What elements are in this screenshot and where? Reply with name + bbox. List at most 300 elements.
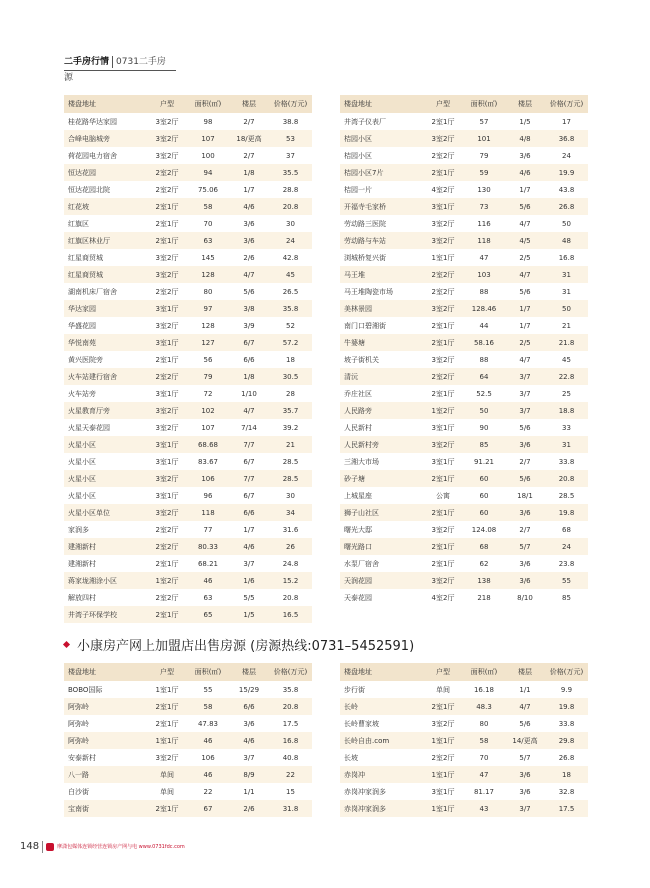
table-cell: 1室1厅 (147, 681, 187, 698)
table-row (340, 385, 588, 402)
column-header: 楼层 (505, 663, 545, 681)
table-row (64, 538, 312, 555)
section-title (64, 637, 464, 657)
table-cell: 8/10 (505, 589, 545, 606)
table-cell: 单间 (147, 766, 187, 783)
table-cell: 128.46 (463, 300, 505, 317)
table-cell: 75.06 (187, 181, 229, 198)
table-cell: 17 (545, 113, 588, 130)
table-row (340, 215, 588, 232)
table-row (340, 300, 588, 317)
table-cell: 2室2厅 (147, 368, 187, 385)
table-cell: 28.8 (269, 181, 312, 198)
table-cell: 25 (545, 385, 588, 402)
table-cell: 4/6 (229, 732, 269, 749)
table-cell: 21.8 (545, 334, 588, 351)
table-row (64, 249, 312, 266)
table-cell: 31.8 (269, 800, 312, 817)
table-row (64, 681, 312, 698)
table-row (64, 715, 312, 732)
table-cell: 6/7 (229, 487, 269, 504)
table-cell: 3室2厅 (423, 351, 463, 368)
table-cell: 77 (187, 521, 229, 538)
table-cell: 107 (187, 419, 229, 436)
table-cell: 2室2厅 (147, 538, 187, 555)
table-header-row (64, 663, 312, 681)
table-cell: 红旗区林业厅 (64, 232, 147, 249)
table-cell: 狮子山社区 (340, 504, 423, 521)
table-cell: 2室1厅 (147, 698, 187, 715)
table-cell: 2/6 (229, 800, 269, 817)
table-cell: 2/7 (505, 521, 545, 538)
table-cell: 7/14 (229, 419, 269, 436)
column-header: 面积(㎡) (463, 95, 505, 113)
table-cell: 57.2 (269, 334, 312, 351)
table-cell: 90 (463, 419, 505, 436)
table-cell: 67 (187, 800, 229, 817)
table-cell: 2室2厅 (423, 749, 463, 766)
table-cell: 合峰电脑城旁 (64, 130, 147, 147)
table-cell: 1室1厅 (423, 732, 463, 749)
table-cell: 2室2厅 (147, 521, 187, 538)
table-cell: 2室1厅 (147, 800, 187, 817)
column-header: 楼层 (505, 95, 545, 113)
table-row (340, 266, 588, 283)
table-cell: 106 (187, 749, 229, 766)
column-header: 价格(万元) (545, 95, 588, 113)
table-cell: 50 (463, 402, 505, 419)
table-cell: 1/7 (229, 521, 269, 538)
table-row (64, 453, 312, 470)
table-cell: 4/7 (505, 266, 545, 283)
table-cell: 赤岗冲 (340, 766, 423, 783)
section-title-text: 小康房产网上加盟店出售房源 (房源热线:0731–5452591) (77, 639, 415, 654)
table-cell: 35.7 (269, 402, 312, 419)
table-cell: 91.21 (463, 453, 505, 470)
table-cell: 6/6 (229, 698, 269, 715)
table-cell: 33.8 (545, 715, 588, 732)
table-cell: 1室1厅 (423, 766, 463, 783)
table-cell: 128 (187, 317, 229, 334)
table-cell: 28 (269, 385, 312, 402)
table-cell: 3室2厅 (423, 215, 463, 232)
table-cell: 湖南机床厂宿舍 (64, 283, 147, 300)
table-row (340, 766, 588, 783)
table-cell: 4室2厅 (423, 589, 463, 606)
table-cell: 60 (463, 487, 505, 504)
table-cell: 华达家园 (64, 300, 147, 317)
table-cell: 3/6 (229, 715, 269, 732)
table-cell: 2室1厅 (423, 317, 463, 334)
table-cell: 1室1厅 (423, 800, 463, 817)
table-cell: 5/6 (505, 283, 545, 300)
table-cell: 31.6 (269, 521, 312, 538)
table-cell: 2室1厅 (147, 351, 187, 368)
table-cell: 2室1厅 (147, 715, 187, 732)
table-cell: 5/6 (505, 198, 545, 215)
table-cell: 1/6 (229, 572, 269, 589)
table-row (340, 589, 588, 606)
table-cell: 58 (463, 732, 505, 749)
table-cell: 2室1厅 (423, 385, 463, 402)
table-cell: 16.18 (463, 681, 505, 698)
table-row (340, 249, 588, 266)
table-cell: 美林景园 (340, 300, 423, 317)
table-cell: 火星小区 (64, 487, 147, 504)
table-cell: 34 (269, 504, 312, 521)
page-header (64, 54, 174, 83)
table-cell: 48.3 (463, 698, 505, 715)
table-cell: 天泰花园 (340, 589, 423, 606)
table-cell: 56 (187, 351, 229, 368)
table-cell: 劳动路三医院 (340, 215, 423, 232)
table-cell: 3/7 (229, 555, 269, 572)
table-row (64, 130, 312, 147)
table-row (64, 749, 312, 766)
table-row (64, 385, 312, 402)
table-cell: 3/9 (229, 317, 269, 334)
table-cell: 1/7 (505, 317, 545, 334)
table-cell: 2/5 (505, 249, 545, 266)
table-row (340, 402, 588, 419)
table-cell: 6/6 (229, 351, 269, 368)
table-cell: 73 (463, 198, 505, 215)
table-cell: 2室2厅 (423, 283, 463, 300)
table-cell: 2室2厅 (147, 283, 187, 300)
table-cell: 2室1厅 (147, 215, 187, 232)
table-cell: 桔园一片 (340, 181, 423, 198)
table-row (340, 198, 588, 215)
diamond-bullet-icon (63, 641, 70, 648)
table-cell: 阿弥岭 (64, 732, 147, 749)
table-cell: 46 (187, 732, 229, 749)
table-cell: 井湾子仪表厂 (340, 113, 423, 130)
table-row (340, 487, 588, 504)
table-cell: 50 (545, 215, 588, 232)
table-cell: 水泵厂宿舍 (340, 555, 423, 572)
table-cell: 50 (545, 300, 588, 317)
table-row (340, 419, 588, 436)
table-cell: 47 (463, 766, 505, 783)
table-cell: 3室1厅 (147, 487, 187, 504)
table-cell: 4/7 (229, 402, 269, 419)
table-cell: 长岭自由.com (340, 732, 423, 749)
table-cell: 3/6 (229, 215, 269, 232)
table-cell: 16.8 (269, 732, 312, 749)
table-cell: 单间 (147, 783, 187, 800)
table-cell: 57 (463, 113, 505, 130)
table-cell: 安泰新村 (64, 749, 147, 766)
column-header: 价格(万元) (269, 663, 312, 681)
table-cell: 火星教育厅旁 (64, 402, 147, 419)
table-cell: 2室1厅 (423, 698, 463, 715)
table-cell: 华悦南苑 (64, 334, 147, 351)
table-cell: 1/7 (505, 181, 545, 198)
table-cell: 3室2厅 (147, 749, 187, 766)
table-cell: 单间 (423, 681, 463, 698)
table-row (340, 453, 588, 470)
table-cell: 31 (545, 266, 588, 283)
table-cell: 3室2厅 (423, 715, 463, 732)
table-row (64, 572, 312, 589)
table-row (340, 113, 588, 130)
table-cell: 3/7 (505, 385, 545, 402)
header-rule (64, 70, 176, 71)
column-header: 楼层 (229, 663, 269, 681)
table-cell: 1室1厅 (423, 249, 463, 266)
table-cell: 赤岗冲家润多 (340, 800, 423, 817)
table-row (340, 351, 588, 368)
table-cell: 100 (187, 147, 229, 164)
table-cell: 3室2厅 (423, 232, 463, 249)
table-row (64, 368, 312, 385)
table-row (64, 606, 312, 623)
table-cell: 火车站旁 (64, 385, 147, 402)
table-cell: 96 (187, 487, 229, 504)
table-cell: 83.67 (187, 453, 229, 470)
table-cell: 7/7 (229, 436, 269, 453)
table-cell: 曙光大邸 (340, 521, 423, 538)
table-cell: 138 (463, 572, 505, 589)
table-cell: 21 (545, 317, 588, 334)
table-row (64, 300, 312, 317)
table-cell: 37 (269, 147, 312, 164)
table-cell: 130 (463, 181, 505, 198)
table-row (64, 266, 312, 283)
table-cell: 3室1厅 (147, 453, 187, 470)
table-cell: 17.5 (269, 715, 312, 732)
table-cell: 2室1厅 (423, 113, 463, 130)
table-cell: 39.2 (269, 419, 312, 436)
table-cell: 38.8 (269, 113, 312, 130)
table-cell: 52.5 (463, 385, 505, 402)
table-cell: 3/7 (505, 402, 545, 419)
footer-separator (42, 841, 43, 853)
table-cell: 6/7 (229, 453, 269, 470)
table-cell: 三湘大市场 (340, 453, 423, 470)
table-cell: 桂花路华达家园 (64, 113, 147, 130)
table-cell: 45 (269, 266, 312, 283)
table-cell: 47.83 (187, 715, 229, 732)
table-cell: 85 (545, 589, 588, 606)
column-header: 价格(万元) (269, 95, 312, 113)
table-cell: 人民新村 (340, 419, 423, 436)
table-cell: 荷花园电力宿舍 (64, 147, 147, 164)
table-cell: 55 (545, 572, 588, 589)
table-cell: 30 (269, 215, 312, 232)
table-cell: 4/7 (229, 266, 269, 283)
franchise-table-right (340, 663, 588, 817)
table-row (340, 436, 588, 453)
table-cell: 45 (545, 351, 588, 368)
table-cell: 3室2厅 (423, 300, 463, 317)
column-header: 户型 (147, 663, 187, 681)
table-cell: 宝南街 (64, 800, 147, 817)
table-cell: 43.8 (545, 181, 588, 198)
table-cell: 2室1厅 (147, 232, 187, 249)
table-row (64, 198, 312, 215)
column-header: 面积(㎡) (187, 95, 229, 113)
table-cell: 35.8 (269, 300, 312, 317)
table-cell: 46 (187, 766, 229, 783)
table-cell: 107 (187, 130, 229, 147)
table-row (64, 317, 312, 334)
table-cell: 18/1 (505, 487, 545, 504)
table-cell: 赤岗冲家润多 (340, 783, 423, 800)
table-cell: 22 (187, 783, 229, 800)
table-cell: 19.9 (545, 164, 588, 181)
table-cell: 70 (463, 749, 505, 766)
table-cell: 81.17 (463, 783, 505, 800)
table-cell: 1室2厅 (423, 402, 463, 419)
table-cell: 47 (463, 249, 505, 266)
table-cell: 红旗区 (64, 215, 147, 232)
column-header: 户型 (423, 95, 463, 113)
table-cell: 3室2厅 (423, 572, 463, 589)
table-cell: 红星商贸城 (64, 249, 147, 266)
table-row (64, 589, 312, 606)
table-cell: 5/7 (505, 749, 545, 766)
table-cell: 3室1厅 (423, 453, 463, 470)
table-row (340, 681, 588, 698)
table-cell: 31 (545, 436, 588, 453)
table-cell: 桔园小区 (340, 130, 423, 147)
table-cell: 红花坡 (64, 198, 147, 215)
table-cell: 恒达花园北院 (64, 181, 147, 198)
table-cell: 127 (187, 334, 229, 351)
table-row (64, 113, 312, 130)
table-row (64, 215, 312, 232)
table-row (64, 783, 312, 800)
table-cell: 24 (545, 538, 588, 555)
table-row (64, 732, 312, 749)
table-cell: 5/6 (229, 283, 269, 300)
table-cell: 18.8 (545, 402, 588, 419)
table-cell: 28.5 (269, 470, 312, 487)
table-cell: 14/更高 (505, 732, 545, 749)
table-cell: 火星小区 (64, 470, 147, 487)
table-cell: 开福寺毛家桥 (340, 198, 423, 215)
table-cell: 恒达花园 (64, 164, 147, 181)
table-cell: 人民路旁 (340, 402, 423, 419)
table-cell: 3/6 (505, 555, 545, 572)
table-cell: 58.16 (463, 334, 505, 351)
table-cell: 15.2 (269, 572, 312, 589)
table-cell: 26.8 (545, 749, 588, 766)
table-row (340, 749, 588, 766)
table-cell: 60 (463, 504, 505, 521)
table-cell: 阿弥岭 (64, 698, 147, 715)
table-cell: 103 (463, 266, 505, 283)
column-header: 价格(万元) (545, 663, 588, 681)
table-cell: 30.5 (269, 368, 312, 385)
table-row (340, 164, 588, 181)
table-cell: 26.8 (545, 198, 588, 215)
table-cell: 31 (545, 283, 588, 300)
table-cell: 2室2厅 (423, 147, 463, 164)
listing-table-right (340, 95, 588, 606)
table-cell: 火车站建行宿舍 (64, 368, 147, 385)
column-header: 楼层 (229, 95, 269, 113)
table-cell: 53 (269, 130, 312, 147)
table-cell: 98 (187, 113, 229, 130)
table-cell: 4室2厅 (423, 181, 463, 198)
table-cell: 60 (463, 470, 505, 487)
table-row (340, 715, 588, 732)
table-cell: 火星小区 (64, 436, 147, 453)
table-cell: 曙光路口 (340, 538, 423, 555)
table-row (64, 521, 312, 538)
table-cell: 清沅 (340, 368, 423, 385)
table-cell: 1/1 (505, 681, 545, 698)
table-cell: 3室2厅 (147, 419, 187, 436)
table-cell: 2室1厅 (423, 334, 463, 351)
table-cell: 2室1厅 (147, 555, 187, 572)
column-header: 户型 (423, 663, 463, 681)
table-cell: 124.08 (463, 521, 505, 538)
table-row (340, 572, 588, 589)
table-cell: 42.8 (269, 249, 312, 266)
table-cell: 102 (187, 402, 229, 419)
table-cell: 3室1厅 (423, 783, 463, 800)
table-cell: 22 (269, 766, 312, 783)
table-cell: 3/6 (505, 766, 545, 783)
table-row (64, 283, 312, 300)
table-cell: 24.8 (269, 555, 312, 572)
table-row (340, 181, 588, 198)
table-cell: 24 (545, 147, 588, 164)
table-cell: 3室1厅 (423, 198, 463, 215)
table-cell: 4/8 (505, 130, 545, 147)
table-cell: 18/更高 (229, 130, 269, 147)
table-cell: 16.8 (545, 249, 588, 266)
table-cell: 2室2厅 (423, 368, 463, 385)
table-cell: 人民新村旁 (340, 436, 423, 453)
table-cell: 68.68 (187, 436, 229, 453)
table-cell: 3/6 (505, 572, 545, 589)
table-cell: 1/8 (229, 164, 269, 181)
table-cell: 南门口碧湘街 (340, 317, 423, 334)
table-cell: 19.8 (545, 698, 588, 715)
table-cell: 118 (187, 504, 229, 521)
table-cell: 砂子塘 (340, 470, 423, 487)
table-cell: 火星小区 (64, 453, 147, 470)
table-cell: 2室1厅 (147, 198, 187, 215)
table-cell: 3室2厅 (147, 504, 187, 521)
table-cell: 1/5 (229, 606, 269, 623)
table-row (340, 538, 588, 555)
table-cell: 5/5 (229, 589, 269, 606)
table-cell: 步行街 (340, 681, 423, 698)
table-cell: 华盛花园 (64, 317, 147, 334)
header-main: 二手房行情 (64, 57, 110, 67)
table-cell: 97 (187, 300, 229, 317)
table-cell: 3室1厅 (147, 334, 187, 351)
table-cell: 28.5 (545, 487, 588, 504)
table-row (64, 698, 312, 715)
table-cell: 17.5 (545, 800, 588, 817)
table-cell: 8/9 (229, 766, 269, 783)
table-cell: 6/6 (229, 504, 269, 521)
table-cell: 长坡 (340, 749, 423, 766)
table-cell: 天润花园 (340, 572, 423, 589)
table-cell: 2室1厅 (423, 555, 463, 572)
brand-logo-icon (46, 843, 54, 851)
table-cell: 八一路 (64, 766, 147, 783)
table-row (340, 283, 588, 300)
table-cell: 9.9 (545, 681, 588, 698)
table-cell: 65 (187, 606, 229, 623)
